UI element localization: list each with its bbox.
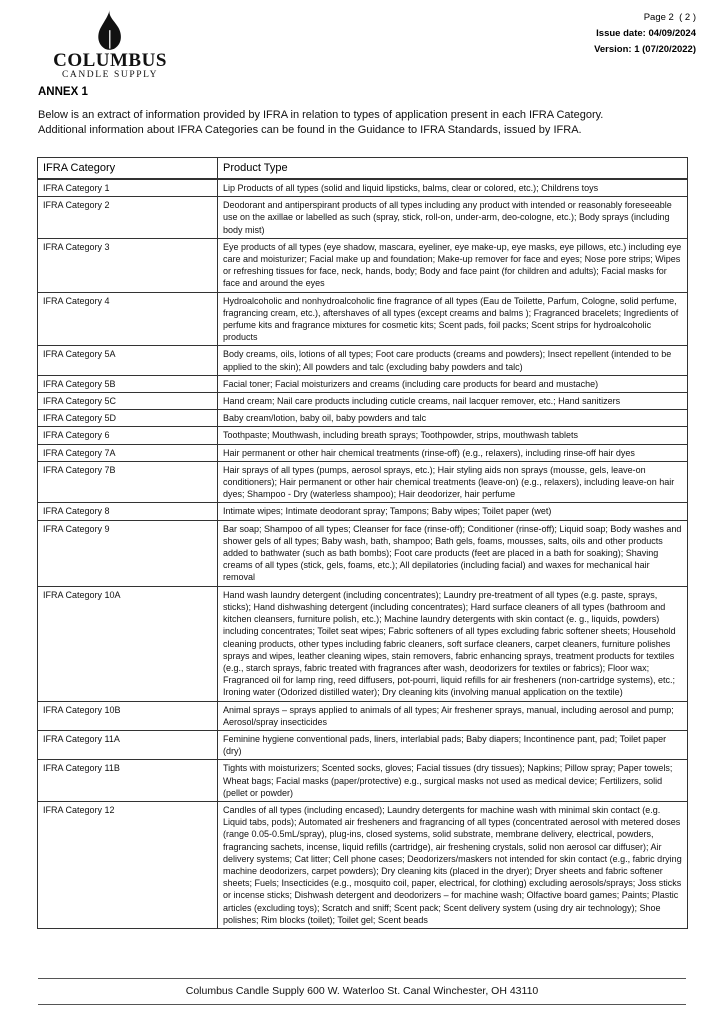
table-row [38, 375, 688, 392]
product-type-cell: Hand wash laundry detergent (including concentrates); Laundry pre-treatment of all types (e.g. paste, sprays, sticks); Hand dishwashing detergent (including concentrates); Hard surface cleaners of all types (bathroom and kitchen cleansers, furniture polish, etc.); Machine laundry detergents with skin contact (e. g., liquids, powders) including concentrates; Toilet seat wipes; Fabric softeners of all types excluding fabric softener sheets; Household cleaning products, other types including fabric cleaners, soft surface cleaners, carpet cleaners, furniture polishes sprays and wipes, leather cleaning wipes, stain removers, fabric enhancing sprays, treatment products for textiles (e.g., starch sprays, fabric treated with fragrances after wash, deodorizers for textiles or fabrics); Floor wax; Fragranced oil for lamp ring, reed diffusers, pot-pourri, liquid refills for air fresheners (non-cartridge systems), etc.; Ironing water (Odorized distilled water); Dry cleaning kits (involving manual application on the textile) [218, 586, 688, 701]
product-type-cell: Facial toner; Facial moisturizers and creams (including care products for beard and mustache) [218, 375, 688, 392]
category-cell: IFRA Category 6 [38, 427, 218, 444]
category-cell: IFRA Category 3 [38, 238, 218, 292]
product-type-cell: Animal sprays – sprays applied to animals of all types; Air freshener sprays, manual, including aerosol and pump; Aerosol/spray insecticides [218, 701, 688, 730]
product-type-cell: Baby cream/lotion, baby oil, baby powders and talc [218, 410, 688, 427]
product-type-cell: Intimate wipes; Intimate deodorant spray; Tampons; Baby wipes; Toilet paper (wet) [218, 503, 688, 520]
product-type-cell: Deodorant and antiperspirant products of all types including any product with intended or reasonably foreseeable use on the axillae or labelled as such (spray, stick, roll-on, under-arm, deo-cologne, etc.); Body sprays (including body mist) [218, 197, 688, 239]
product-type-cell: Tights with moisturizers; Scented socks, gloves; Facial tissues (dry tissues); Napkins; Pillow spray; Paper towels; Wheat bags; Facial masks (paper/protective) e.g., surgical masks not used as medical device; Fertilizers, solid (pellet or powder) [218, 760, 688, 802]
product-type-cell: Candles of all types (including encased); Laundry detergents for machine wash with minimal skin contact (e.g. Liquid tabs, pods); Automated air fresheners and fragrancing of all types (concentrated aerosol with metered doses (range 0.05-0.5mL/spray), plug-ins, closed systems, solid substrate, membrane delivery, electrical, powders, fragrancing sachets, incense, liquid refills (cartridge), air freshening crystals, solid non aerosol car diffuser); Air delivery systems; Cat litter; Cell phone cases; Deodorizers/maskers not intended for skin contact (e.g., fabric drying machine deodorizers, carpet powders); Dry cleaning kits (placed in the dryer); Dryer sheets and fabric softener sheets; Fuels; Insecticides (e.g., mosquito coil, paper, electrical, for clothing) excluding aerosols/sprays; Joss sticks or incense sticks; Dishwash detergent and deodorizers – for machine wash; Olfactive board games; Paints; Plastic articles (excluding toys); Scratch and sniff; Scent pack; Scent delivery system (using dry air technology); Shoe polishes; Rim blocks (toilet); Toilet gel; Scent beads [218, 801, 688, 928]
company-logo [50, 10, 170, 81]
issue-date: Issue date: 04/09/2024 [596, 28, 696, 39]
product-type-cell: Toothpaste; Mouthwash, including breath sprays; Toothpowder, strips, mouthwash tablets [218, 427, 688, 444]
product-type-cell: Bar soap; Shampoo of all types; Cleanser for face (rinse-off); Conditioner (rinse-off); Liquid soap; Body washes and shower gels of all types; Baby wash, bath, shampoo; Bath gels, foams, mousses, salts, oils and other products added to bathwater (such as bath bombs); Foot care products (feet are placed in a bath for soaking); Shaving creams of all types (stick, gels, foams, etc.); All depilatories (including facial) and waxes for mechanical hair removal [218, 520, 688, 586]
table-row [38, 444, 688, 461]
category-cell: IFRA Category 4 [38, 292, 218, 346]
table-row [38, 520, 688, 586]
table-row [38, 586, 688, 701]
table-row [38, 701, 688, 730]
table-row [38, 801, 688, 928]
footer-address: Columbus Candle Supply 600 W. Waterloo St. Canal Winchester, OH 43110 [185, 985, 539, 997]
table-row [38, 461, 688, 503]
table-header-cell: Product Type [218, 158, 688, 180]
table-header-cell: IFRA Category [38, 158, 218, 180]
page-number: Page 2 ( 2 ) [643, 12, 696, 23]
table-row [38, 427, 688, 444]
table-row [38, 346, 688, 375]
category-cell: IFRA Category 8 [38, 503, 218, 520]
category-cell: IFRA Category 5A [38, 346, 218, 375]
category-cell: IFRA Category 7A [38, 444, 218, 461]
page-header [50, 10, 696, 81]
annex-title: ANNEX 1 [38, 86, 88, 98]
product-type-cell: Hydroalcoholic and nonhydroalcoholic fine fragrance of all types (Eau de Toilette, Parfum, Cologne, solid perfume, fragrancing cream, etc.), aftershaves of all types (except creams and balms ); Fragranced bracelets; Ingredients of perfume kits and fragrance mixtures for cosmetic kits; Scent pads, foil packs; Scent strips for hydroalcoholic products [218, 292, 688, 346]
flame-icon [94, 10, 126, 52]
intro-line-2: Additional information about IFRA Categories can be found in the Guidance to IFRA Standards, issued by IFRA. [38, 124, 582, 136]
product-type-cell: Hair sprays of all types (pumps, aerosol sprays, etc.); Hair styling aids non sprays (mousse, gels, leave-on conditioners); Hair permanent or other hair chemical treatments (leave-on) (e.g., relaxers), including leave-on hair dyes; Shampoo - Dry (waterless shampoo); Hair deodorizer, hair perfume [218, 461, 688, 503]
table-row [38, 393, 688, 410]
table-row [38, 410, 688, 427]
table-header-row [38, 158, 688, 180]
table-row [38, 292, 688, 346]
category-cell: IFRA Category 11B [38, 760, 218, 802]
table-body [38, 179, 688, 928]
table-row [38, 760, 688, 802]
category-cell: IFRA Category 5D [38, 410, 218, 427]
product-type-cell: Eye products of all types (eye shadow, mascara, eyeliner, eye make-up, eye masks, eye pillows, etc.) including eye care and moisturizer; Facial make up and foundation; Make-up remover for face and eyes; Nose pore strips; Wipes or refreshing tissues for face, neck, hands, body; Body and face paint (for children and adults); Facial masks for face and around the eyes [218, 238, 688, 292]
category-cell: IFRA Category 9 [38, 520, 218, 586]
category-cell: IFRA Category 10B [38, 701, 218, 730]
logo-title: COLUMBUS [53, 50, 167, 71]
page-footer [38, 978, 686, 1005]
intro-paragraph [38, 108, 692, 138]
category-cell: IFRA Category 5C [38, 393, 218, 410]
document-meta [594, 10, 696, 81]
category-cell: IFRA Category 12 [38, 801, 218, 928]
category-cell: IFRA Category 10A [38, 586, 218, 701]
product-type-cell: Hair permanent or other hair chemical treatments (rinse-off) (e.g., relaxers), including rinse-off hair dyes [218, 444, 688, 461]
ifra-category-table [37, 157, 688, 929]
table-head [38, 158, 688, 180]
logo-subtitle: CANDLE SUPPLY [61, 70, 159, 80]
category-cell: IFRA Category 2 [38, 197, 218, 239]
category-cell: IFRA Category 7B [38, 461, 218, 503]
intro-line-1: Below is an extract of information provided by IFRA in relation to types of application present in each IFRA Category. [38, 109, 604, 121]
product-type-cell: Hand cream; Nail care products including cuticle creams, nail lacquer remover, etc.; Hand sanitizers [218, 393, 688, 410]
table-row [38, 238, 688, 292]
table-row [38, 730, 688, 759]
version: Version: 1 (07/20/2022) [594, 44, 696, 55]
table-row [38, 197, 688, 239]
table-row [38, 503, 688, 520]
category-cell: IFRA Category 11A [38, 730, 218, 759]
product-type-cell: Body creams, oils, lotions of all types; Foot care products (creams and powders); Insect repellent (intended to be applied to the skin); All powders and talc (excluding baby powders and talc) [218, 346, 688, 375]
table-row [38, 179, 688, 197]
category-cell: IFRA Category 5B [38, 375, 218, 392]
product-type-cell: Feminine hygiene conventional pads, liners, interlabial pads; Baby diapers; Incontinence pant, pad; Toilet paper (dry) [218, 730, 688, 759]
category-cell: IFRA Category 1 [38, 179, 218, 197]
product-type-cell: Lip Products of all types (solid and liquid lipsticks, balms, clear or colored, etc.); Childrens toys [218, 179, 688, 197]
